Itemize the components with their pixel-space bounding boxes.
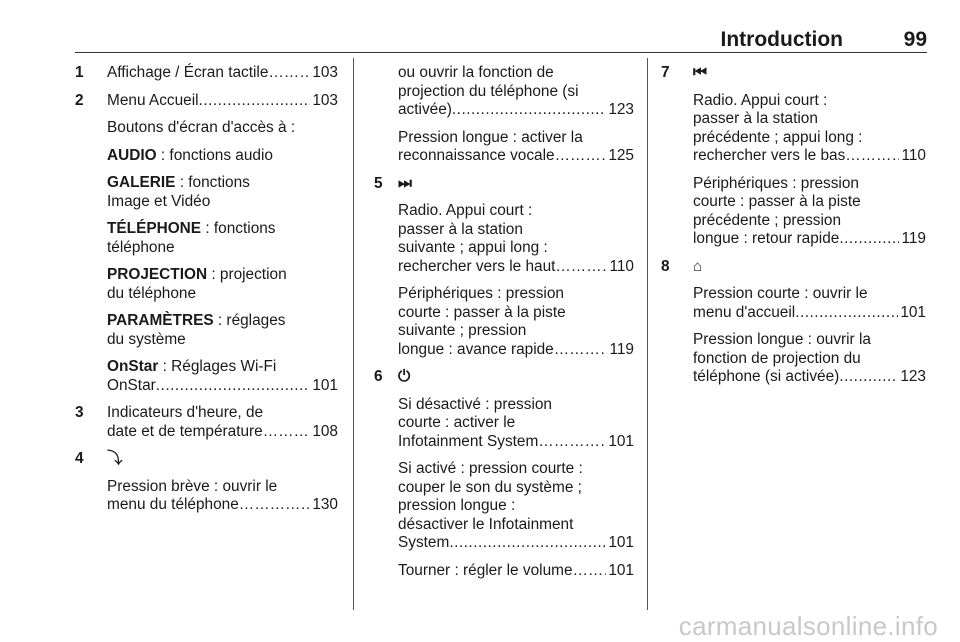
page-ref[interactable]: 130	[312, 496, 338, 513]
page-ref[interactable]: 119	[609, 340, 634, 358]
home-icon: ⌂	[693, 257, 703, 275]
list-item-3: 3 Indicateurs d'heure, de date et de température …………………………………………………………………… 108	[75, 404, 338, 441]
continued-text-1: ou ouvrir la fonction de projection du téléphone (si activée) ..... 123	[398, 64, 634, 120]
term-projection: PROJECTION : projection du téléphone	[107, 266, 287, 302]
list-item-7: 7 ⏮ Radio. Appui court : passer à la station précédente ; appui long : rechercher vers le bas …………………………………………………………………… 110 Périphériques : pression courte : passer à la piste précédente ; pression longue : retour rapide ..... 119	[661, 64, 926, 249]
term-audio: AUDIO : fonctions audio	[107, 146, 273, 164]
page-ref[interactable]: 110	[609, 257, 634, 275]
column-divider-1	[353, 58, 354, 610]
item-number: 8	[661, 257, 670, 275]
term-telephone: TÉLÉPHONE : fonctions téléphone	[107, 220, 276, 256]
page-header	[75, 26, 927, 52]
list-item-1	[75, 64, 338, 83]
page-number: 99	[903, 28, 927, 51]
continued-text-2: Pression longue : activer la reconnaissance vocale …………………………………………………………………… 125	[398, 129, 634, 166]
page-ref[interactable]: 110	[901, 147, 926, 164]
page-ref[interactable]: 101	[312, 376, 338, 394]
header-rule	[75, 52, 927, 53]
item-text: Menu Accueil	[107, 91, 199, 109]
page-ref[interactable]: 101	[608, 561, 634, 579]
next-track-icon: ⏭	[398, 174, 412, 192]
term-parametres: PARAMÈTRES : réglages du système	[107, 312, 286, 348]
page-ref[interactable]: 123	[608, 101, 634, 118]
column-2	[374, 64, 634, 589]
list-item-2	[75, 92, 338, 396]
page-ref[interactable]: 125	[608, 147, 634, 164]
previous-track-icon: ⏮	[693, 64, 707, 81]
item-number: 2	[75, 91, 84, 109]
item-number: 5	[374, 174, 383, 192]
intro-text: Boutons d'écran d'accès à :	[107, 119, 296, 136]
list-item-4: 4 ⤵ Pression brève : ouvrir le menu du téléphone …………………………………………………………………… 130	[75, 450, 338, 515]
page-ref[interactable]: 123	[900, 368, 926, 385]
column-divider-2	[647, 58, 648, 610]
item-number: 1	[75, 64, 84, 81]
page-ref[interactable]: 103	[312, 91, 338, 109]
page-ref[interactable]: 101	[608, 534, 634, 551]
page-ref[interactable]: 108	[312, 422, 338, 440]
list-item-8: 8 ⌂ Pression courte : ouvrir le menu d'accueil ..... 101 Pression longue : ouvrir la fonction de projection du téléphone (si activée) ..... 123	[661, 258, 926, 387]
item-number: 6	[374, 368, 383, 385]
term-onstar: OnStar : Réglages Wi-Fi OnStar ..... 101	[107, 358, 338, 395]
page-ref[interactable]: 101	[608, 432, 634, 450]
phone-icon: ⤵	[107, 450, 123, 467]
list-item-5: 5 ⏭ Radio. Appui court : passer à la station suivante ; appui long : rechercher vers le haut …………………………………………………………………… 110 Périphériques : pression courte : passer à la piste suivante ; pression longue : avance rapide …………………………………………………………………… 119	[374, 175, 634, 360]
list-item-6: 6 ⏻ Si désactivé : pression courte : activer le Infotainment System …………………………………………………………………… 101 Si activé : pression courte : couper le son du système ; pression longue : désactiver le Infotainment System ..... 101 Tourner : régler le volume …………………………………………………………………… 101	[374, 368, 634, 580]
page-ref[interactable]: 119	[901, 230, 926, 247]
column-3	[661, 64, 926, 396]
power-icon: ⏻	[398, 368, 411, 385]
item-number: 4	[75, 450, 84, 467]
watermark: carmanualsonline.info	[678, 611, 938, 641]
page-ref[interactable]: 101	[900, 303, 926, 321]
item-number: 3	[75, 404, 84, 421]
page-ref[interactable]: 103	[312, 64, 338, 81]
item-text: Affichage / Écran tactile	[107, 64, 269, 81]
column-1	[75, 64, 338, 524]
item-number: 7	[661, 64, 670, 81]
term-galerie: GALERIE : fonctions Image et Vidéo	[107, 174, 250, 210]
page-title: Introduction	[720, 28, 843, 51]
